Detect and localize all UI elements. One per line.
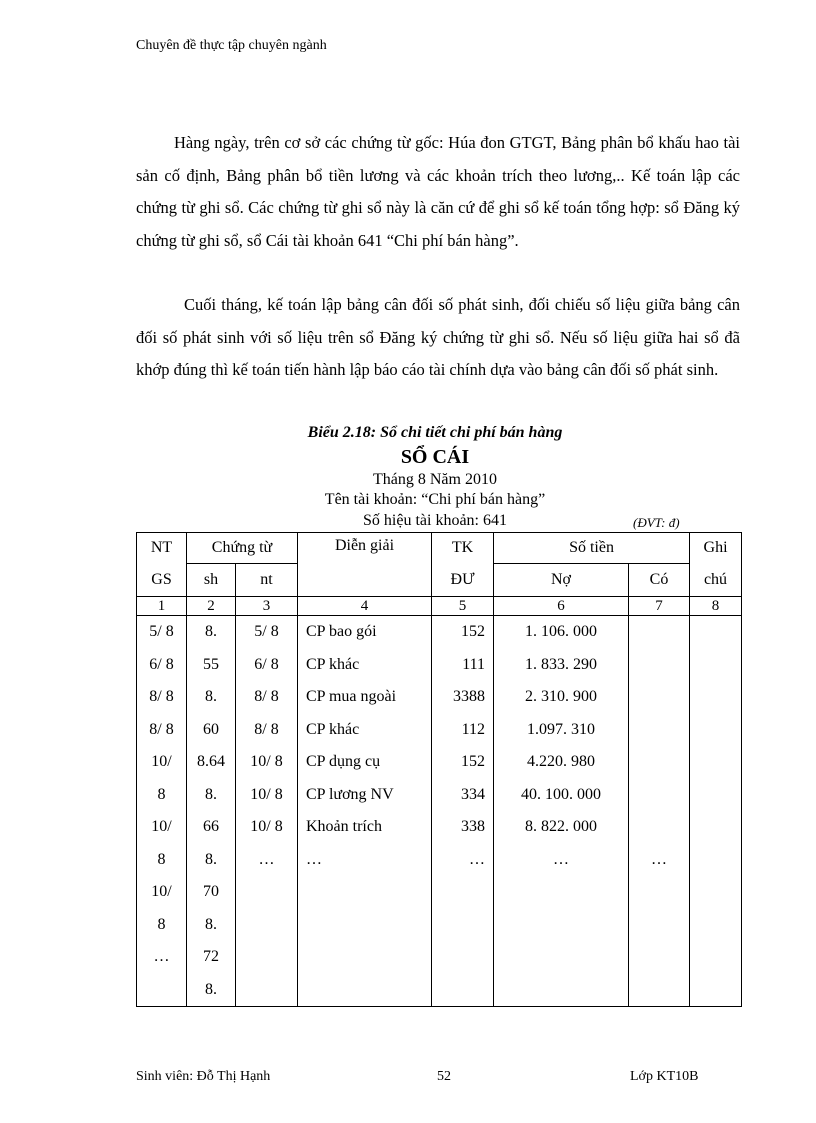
ledger-cell-value (629, 616, 689, 649)
ledger-cell-value: 10/ 8 (250, 753, 283, 770)
ledger-cell-value: 8 (157, 915, 166, 933)
ledger-cell-value: 8. 822. 000 (525, 818, 597, 835)
ledger-cell-value: 6/ 8 (149, 655, 174, 673)
ledger-table (136, 532, 742, 1007)
header-co: Có (629, 564, 690, 597)
nt-list (236, 616, 297, 876)
col-number: 7 (629, 597, 690, 616)
header-row-2 (137, 564, 742, 597)
ledger-cell-value: 6/ 8 (254, 655, 279, 673)
ledger-cell-value: Khoản trích (306, 818, 382, 835)
ntgs-list (137, 616, 186, 974)
ledger-month: Tháng 8 Năm 2010 (373, 471, 497, 488)
ledger-cell-value: 152 (461, 623, 485, 640)
ledger-cell-value: 2. 310. 900 (525, 688, 597, 705)
header-ghi-top: Ghi (690, 533, 742, 564)
ledger-cell-value: 8. (205, 785, 217, 803)
no-list (494, 616, 628, 876)
ledger-cell-value: 60 (203, 720, 219, 738)
ledger-cell-value: 1. 833. 290 (525, 655, 597, 673)
ledger-cell-value (629, 681, 689, 714)
ledger-cell-value: … (553, 850, 569, 868)
ledger-cell-value: 40. 100. 000 (521, 785, 601, 803)
header-dien-giai: Diễn giải (298, 533, 432, 597)
col-number: 1 (137, 597, 187, 616)
ledger-cell-value: 3388 (453, 688, 485, 705)
footer-class: Lớp KT10B (630, 1069, 699, 1084)
account-name: Tên tài khoản: “Chi phí bán hàng” (324, 491, 546, 508)
ledger-cell-value: 66 (203, 818, 219, 835)
nt-cell (236, 616, 298, 1007)
header-ntgs-bottom: GS (137, 564, 187, 597)
ledger-cell-value: 10/ 8 (250, 785, 283, 803)
header-tk-bottom: ĐƯ (432, 564, 494, 597)
document-header: Chuyên đề thực tập chuyên ngành (136, 38, 327, 53)
header-nt: nt (236, 564, 298, 597)
col-number: 6 (494, 597, 629, 616)
ledger-cell-value: CP khác (306, 720, 360, 738)
ledger-cell-value: 1. 106. 000 (525, 623, 597, 640)
ledger-cell-value: 8 (157, 785, 166, 803)
footer-student: Sinh viên: Đỗ Thị Hạnh (136, 1069, 271, 1084)
ledger-cell-value: … (469, 850, 485, 868)
sh-list (187, 616, 235, 1006)
ledger-cell-value (629, 746, 689, 779)
ledger-cell-value: 338 (461, 818, 485, 835)
ledger-cell-value: CP mua ngoài (306, 688, 397, 705)
ledger-cell-value: 4.220. 980 (527, 753, 595, 770)
ledger-cell-value (629, 649, 689, 682)
header-no: Nợ (494, 564, 629, 597)
ledger-cell-value: 70 (203, 883, 219, 900)
tk-list (432, 616, 493, 876)
ledger-cell-value: 5/ 8 (149, 623, 174, 640)
co-list (629, 616, 689, 876)
header-tk-top: TK (432, 533, 494, 564)
header-ntgs-top: NT (137, 533, 187, 564)
ledger-cell-value: 8. (205, 850, 217, 868)
ledger-cell-value (629, 811, 689, 844)
col-number: 5 (432, 597, 494, 616)
ledger-cell-value: 5/ 8 (254, 623, 279, 640)
ledger-cell-value: 10/ (151, 883, 172, 900)
ledger-cell-value: 1.097. 310 (527, 720, 595, 738)
ledger-cell-value (629, 779, 689, 812)
ledger-cell-value: 112 (461, 720, 485, 738)
header-sh: sh (187, 564, 236, 597)
ledger-caption: Biểu 2.18: Sổ chi tiết chi phí bán hàng (307, 424, 563, 441)
ghi-chu-cell (690, 616, 742, 1007)
ledger-cell-value: 55 (203, 655, 219, 673)
ledger-cell-value: … (306, 850, 322, 868)
ledger-cell-value: 334 (461, 785, 485, 803)
ledger-cell-value: 8 (157, 850, 166, 868)
ntgs-cell (137, 616, 187, 1007)
ledger-cell-value: CP lương NV (306, 785, 394, 803)
header-chung-tu: Chứng từ (187, 533, 298, 564)
currency-unit: (ĐVT: đ) (633, 515, 680, 530)
dien-giai-cell (298, 616, 432, 1007)
ledger-title: SỔ CÁI (400, 446, 470, 468)
paragraph-2: Cuối tháng, kế toán lập bảng cân đối số phát sinh, đối chiếu số liệu giữa bảng cân đối số phát sinh với số liệu trên sổ Đăng ký chứng từ ghi sổ. Nếu số liệu giữa hai sổ đã khớp đúng thì kế toán tiến hành lập báo cáo tài chính dựa vào bảng cân đối số phát sinh. (136, 295, 740, 379)
header-so-tien: Số tiền (494, 533, 690, 564)
tk-cell (432, 616, 494, 1007)
ledger-cell-value: … (651, 850, 667, 868)
ledger-cell-value: 8/ 8 (149, 720, 174, 738)
header-row-1 (137, 533, 742, 564)
col-number: 8 (690, 597, 742, 616)
ledger-cell-value: CP khác (306, 655, 360, 673)
ledger-cell-value: 8/ 8 (254, 688, 279, 705)
sh-cell (187, 616, 236, 1007)
col-number: 4 (298, 597, 432, 616)
column-number-row (137, 597, 742, 616)
ledger-cell-value: 10/ (151, 818, 172, 835)
ledger-cell-value: 8. (205, 688, 217, 705)
ledger-cell-value: 8. (205, 915, 217, 933)
ledger-cell-value: … (153, 948, 170, 965)
ledger-cell-value: 152 (461, 753, 485, 770)
account-number: Số hiệu tài khoản: 641 (363, 512, 507, 529)
dien-giai-list (298, 616, 431, 876)
col-number: 3 (236, 597, 298, 616)
no-cell (494, 616, 629, 1007)
header-ghi-bottom: chú (690, 564, 742, 597)
ledger-body-row (137, 616, 742, 1007)
ledger-cell-value: CP dụng cụ (306, 753, 381, 770)
ledger-cell-value: 8. (205, 623, 217, 640)
ledger-cell-value: 10/ 8 (250, 818, 283, 835)
ledger-cell-value (629, 714, 689, 747)
ledger-cell-value: 10/ (151, 753, 172, 770)
col-number: 2 (187, 597, 236, 616)
paragraph-1: Hàng ngày, trên cơ sở các chứng từ gốc: Húa đon GTGT, Bảng phân bổ khấu hao tài sản cố định, Bảng phân bổ tiền lương và các khoản trích theo lương,.. Kế toán lập các chứng từ ghi sổ. Các chứng từ ghi sổ này là căn cứ để ghi sổ kế toán tổng hợp: sổ Đăng ký chứng từ ghi sổ, sổ Cái tài khoản 641 “Chi phí bán hàng”. (136, 133, 740, 250)
ledger-cell-value: 8.64 (197, 753, 225, 770)
ledger-cell-value: 72 (203, 948, 219, 965)
ledger-cell-value: 111 (462, 655, 485, 673)
ledger-cell-value: … (258, 850, 275, 868)
ledger-cell-value: 8/ 8 (149, 688, 174, 705)
ledger-cell-value: 8. (205, 980, 217, 998)
ledger-cell-value: CP bao gói (306, 623, 377, 640)
co-cell (629, 616, 690, 1007)
ledger-cell-value: 8/ 8 (254, 720, 279, 738)
footer-page-number: 52 (437, 1069, 451, 1084)
